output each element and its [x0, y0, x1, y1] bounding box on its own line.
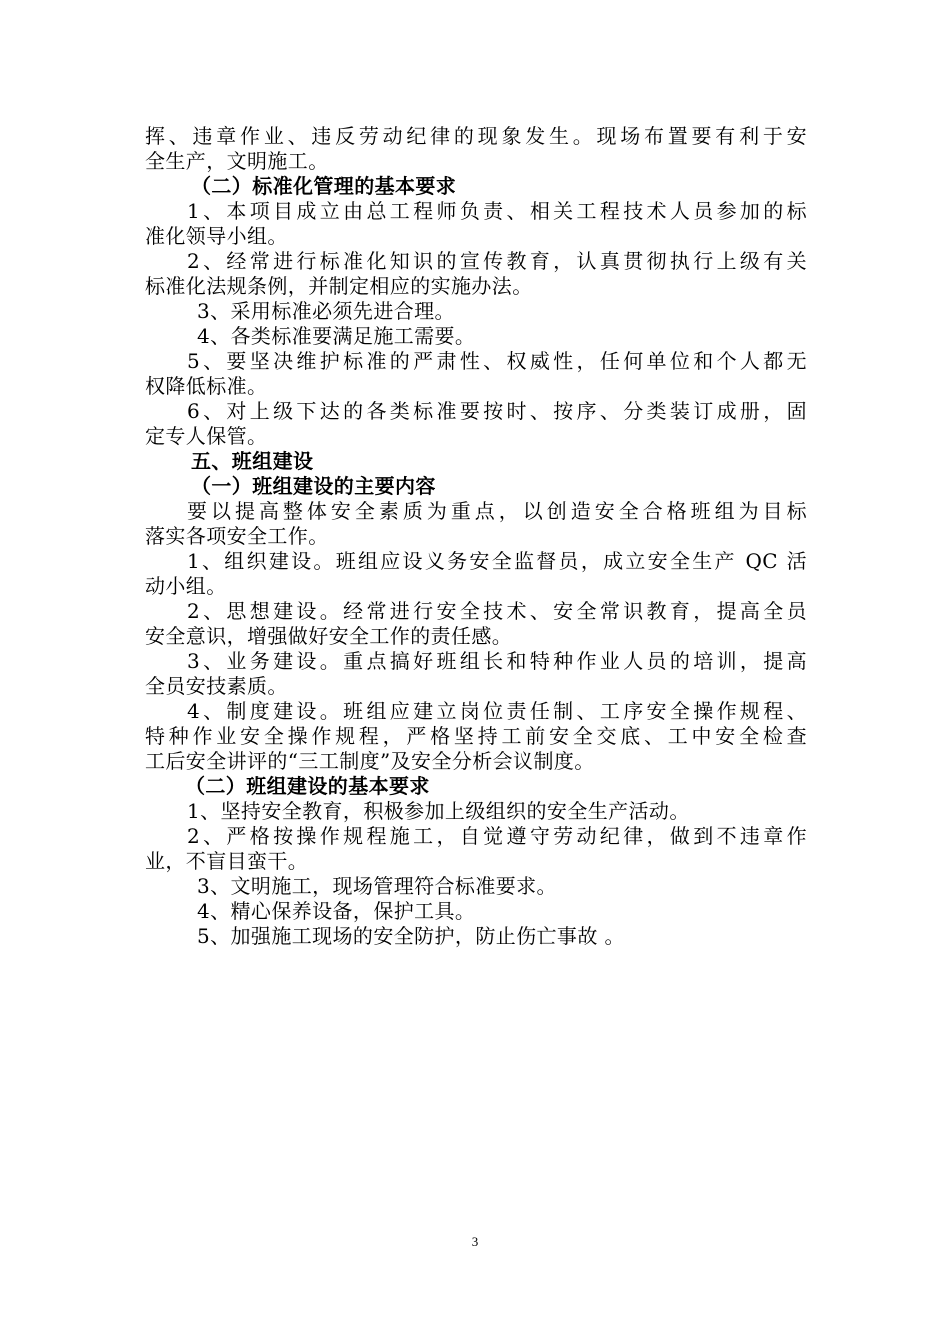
- paragraph-line: 准化领导小组。: [145, 224, 288, 248]
- paragraph-line: 标准化法规条例，并制定相应的实施办法。: [145, 274, 533, 298]
- document-body: [145, 124, 807, 949]
- paragraph-line: 3、业务建设。重点搞好班组长和特种作业人员的培训，提高: [187, 649, 807, 673]
- paragraph-line: 2、经常进行标准化知识的宣传教育，认真贯彻执行上级有关: [187, 249, 807, 273]
- paragraph-line: 4、精心保养设备，保护工具。: [197, 899, 476, 923]
- paragraph-line: 定专人保管。: [145, 424, 268, 448]
- paragraph-line: 2、严格按操作规程施工，自觉遵守劳动纪律，做到不违章作: [187, 824, 807, 848]
- paragraph-line: 全员安技素质。: [145, 674, 288, 698]
- paragraph-line: 3、文明施工，现场管理符合标准要求。: [197, 874, 557, 898]
- page-number: 3: [471, 1234, 479, 1249]
- paragraph-line: 5、要坚决维护标准的严肃性、权威性，任何单位和个人都无: [187, 349, 807, 373]
- paragraph-line: 3、采用标准必须先进合理。: [197, 299, 455, 323]
- paragraph-line: 业，不盲目蛮干。: [145, 849, 309, 873]
- paragraph-line: 工后安全讲评的“三工制度”及安全分析会议制度。: [145, 749, 595, 773]
- paragraph-line: 1、本项目成立由总工程师负责、相关工程技术人员参加的标: [187, 199, 807, 223]
- section-heading: （二）班组建设的基本要求: [185, 774, 430, 798]
- paragraph-line: 安全意识，增强做好安全工作的责任感。: [145, 624, 513, 648]
- paragraph-line: 挥、违章作业、违反劳动纪律的现象发生。现场布置要有利于安: [145, 124, 807, 148]
- paragraph-line: 4、各类标准要满足施工需要。: [197, 324, 476, 348]
- paragraph-line: 全生产，文明施工。: [145, 149, 329, 173]
- section-heading: （一）班组建设的主要内容: [191, 474, 436, 498]
- paragraph-line: 1、坚持安全教育，积极参加上级组织的安全生产活动。: [187, 799, 690, 823]
- paragraph-line: 权降低标准。: [145, 374, 268, 398]
- section-heading: （二）标准化管理的基本要求: [191, 174, 457, 198]
- paragraph-line: 1、组织建设。班组应设义务安全监督员，成立安全生产 QC 活: [187, 549, 807, 573]
- paragraph-line: 要以提高整体安全素质为重点，以创造安全合格班组为目标: [187, 499, 807, 523]
- paragraph-line: 落实各项安全工作。: [145, 524, 329, 548]
- paragraph-line: 2、思想建设。经常进行安全技术、安全常识教育，提高全员: [187, 599, 807, 623]
- paragraph-line: 6、对上级下达的各类标准要按时、按序、分类装订成册，固: [187, 399, 807, 423]
- paragraph-line: 5、加强施工现场的安全防护，防止伤亡事故 。: [197, 924, 625, 948]
- paragraph-line: 动小组。: [145, 574, 227, 598]
- paragraph-line: 特种作业安全操作规程，严格坚持工前安全交底、工中安全检查: [145, 724, 807, 748]
- chapter-heading: 五、班组建设: [191, 449, 314, 473]
- paragraph-line: 4、制度建设。班组应建立岗位责任制、工序安全操作规程、: [187, 699, 807, 723]
